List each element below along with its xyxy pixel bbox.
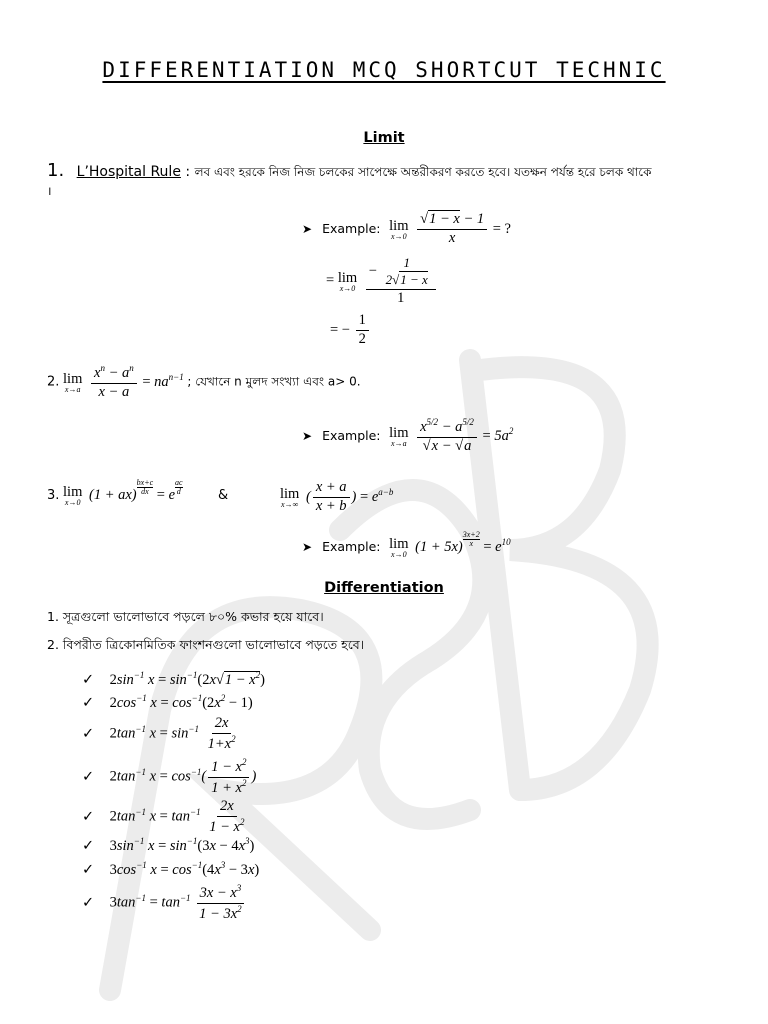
check-icon: ✓ — [82, 725, 95, 742]
arrow-bullet-icon: ➤ — [302, 428, 313, 443]
check-icon: ✓ — [82, 768, 95, 785]
check-icon: ✓ — [82, 671, 95, 688]
diff-point-2: 2. বিপরীত ত্রিকোনমিতিক ফাংশনগুলো ভালোভাবে পড়তে হবে। — [47, 637, 365, 652]
exponent-fraction: $\frac{3x+2}{x}$ — [462, 529, 480, 548]
lim-operator: lim x→0 — [63, 484, 83, 507]
and-symbol: & — [218, 488, 229, 503]
step-1-fraction: − $\frac{1}{2√1 - x}$ 1 — [366, 256, 436, 307]
identity-3: ✓ $2\tan^{-1}$ $x = \sin^{-1}$ $\frac{2x}{1+x^2}$ — [82, 715, 236, 752]
check-icon: ✓ — [82, 694, 95, 711]
exponent-fraction: $\frac{bx+c}{dx}$ — [136, 477, 154, 496]
lhospital-description: লব এবং হরকে নিজ নিজ চলকের সাপেক্ষে অন্তরীকরণ করতে হবে। যতক্ষন পর্যন্ত হরে চলক থাকে — [194, 165, 652, 179]
differentiation-heading: Differentiation — [324, 580, 444, 596]
lim-operator: lim x→a — [389, 424, 409, 448]
example-3: ➤ Example: lim x→0 (1 + 5x) $\frac{3x+2}{x}$ = $e^{10}$ — [302, 529, 511, 559]
example-1-result: = − $\frac{1}{2}$ — [330, 313, 371, 348]
item-1-continuation: । — [47, 184, 52, 198]
check-icon: ✓ — [82, 894, 95, 911]
page-title: DIFFERENTIATION MCQ SHORTCUT TECHNIC — [102, 58, 666, 82]
example-2: ➤ Example: lim x→a $\frac{x^{5/2} - a^{5/2}}{√x - √a}$ = $5a^2$ — [302, 417, 514, 454]
item-2-fraction: $\frac{x^n - a^n}{x - a}$ — [91, 364, 137, 401]
identity-1: ✓ $2\sin^{-1}$ $x = \sin^{-1}(2x√1 - x^2)$ — [82, 670, 265, 688]
check-icon: ✓ — [82, 837, 95, 854]
lim-operator: lim x→0 — [337, 269, 358, 293]
lim-operator: lim x→∞ — [280, 485, 300, 509]
lim-operator: lim x→0 — [389, 536, 409, 559]
example-label: Example: — [322, 220, 381, 236]
item-3: 3. lim x→0 (1 + ax) $\frac{bx+c}{dx}$ = e $\frac{ac}{d}$ — [47, 477, 183, 507]
lim-operator: lim x→0 — [389, 217, 409, 241]
arrow-bullet-icon: ➤ — [302, 221, 313, 236]
item-1 — [47, 160, 652, 184]
diff-point-1: 1. সূত্রগুলো ভালোভাবে পড়লে ৮০% কভার হয়ে যাবে। — [47, 609, 324, 624]
arrow-bullet-icon: ➤ — [302, 539, 313, 554]
limit-heading: Limit — [363, 130, 405, 146]
example-1: ➤ Example: lim x→0 $\frac{√1 - x - 1}{x}$ = ? — [302, 211, 511, 246]
item-1-number: 1. — [47, 160, 65, 181]
identity-4: ✓ $2\tan^{-1}$ $x = \cos^{-1}$( $\frac{1 - x^2}{1 + x^2}$ ) — [82, 757, 257, 796]
example-2-fraction: $\frac{x^{5/2} - a^{5/2}}{√x - √a}$ — [417, 418, 477, 455]
item-3-number: 3. — [47, 487, 60, 503]
item-2-number: 2. — [47, 374, 60, 390]
example-1-step-1: = lim x→0 − $\frac{1}{2√1 - x}$ 1 — [326, 256, 438, 307]
item-3-second-formula: lim x→∞ ( $\frac{x + a}{x + b}$ ) = $e^{a-b}$ — [280, 479, 394, 514]
colon: : — [185, 164, 191, 180]
identity-6: ✓ $3\sin^{-1}$ $x = \sin^{-1}(3x - 4x^3)$ — [82, 836, 255, 854]
identity-7: ✓ $3\cos^{-1}$ $x = \cos^{-1}(4x^3 - 3x)$ — [82, 860, 260, 878]
check-icon: ✓ — [82, 861, 95, 878]
item-2: 2. lim x→a $\frac{x^n - a^n}{x - a}$ = $na^{n-1}$ ; যেখানে n মুলদ সংখ্যা এবং a> 0. — [47, 363, 361, 400]
check-icon: ✓ — [82, 808, 95, 825]
identity-2: ✓ $2\cos^{-1}$ $x = \cos^{-1}(2x^2 - 1)$ — [82, 693, 253, 711]
lim-operator: lim x→a — [63, 370, 83, 394]
identity-5: ✓ $2\tan^{-1}$ $x = \tan^{-1}$ $\frac{2x}{1 - x^2}$ — [82, 798, 245, 835]
item-2-condition: ; যেখানে n মুলদ সংখ্যা এবং a> 0. — [187, 374, 361, 389]
exponent-fraction: $\frac{ac}{d}$ — [175, 477, 183, 496]
identity-8: ✓ $3\tan^{-1} = \tan^{-1}$ $\frac{3x - x^3}{1 - 3x^2}$ — [82, 884, 247, 923]
example-label: Example: — [322, 427, 381, 443]
example-label: Example: — [322, 538, 381, 554]
example-1-fraction: $\frac{√1 - x - 1}{x}$ — [417, 212, 487, 247]
lhospital-rule-label: L’Hospital Rule — [76, 164, 181, 180]
